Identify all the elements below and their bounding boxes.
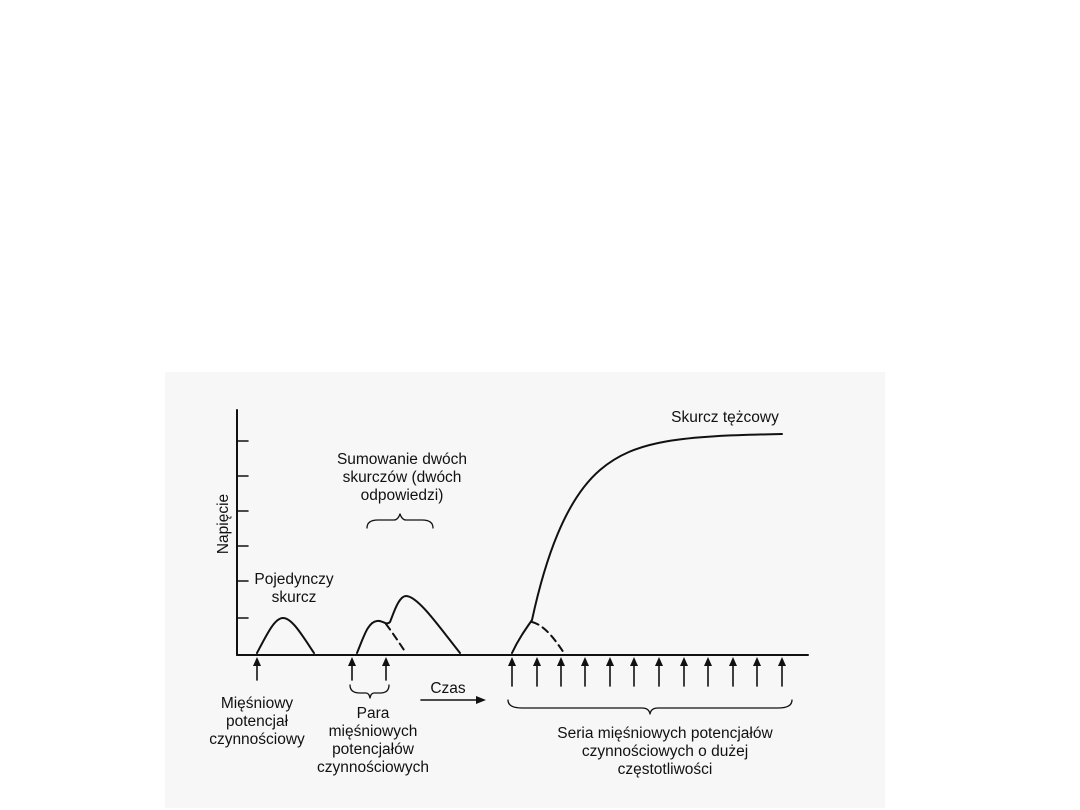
series-ap-brace bbox=[508, 700, 792, 714]
single-ap-label-line: potencjał bbox=[225, 713, 289, 730]
summation-first-twitch-dashed bbox=[386, 624, 404, 650]
single-ap-label bbox=[197, 695, 317, 749]
single-twitch-label-line: Pojedynczy bbox=[254, 571, 334, 588]
single-ap-arrow bbox=[253, 657, 261, 680]
pair-ap-label-line: Para bbox=[356, 705, 390, 722]
pair-ap-label bbox=[313, 705, 433, 777]
tetanic-first-twitch-dashed bbox=[532, 622, 564, 653]
pair-ap-label-line: mięśniowych bbox=[328, 723, 418, 740]
time-label-text: Czas bbox=[430, 680, 466, 697]
tetanic-curve bbox=[512, 434, 782, 653]
single-twitch-label-line: skurcz bbox=[271, 589, 317, 606]
pair-ap-arrows bbox=[348, 657, 390, 680]
single-twitch-curve bbox=[257, 618, 314, 653]
y-axis-label: Napięcie bbox=[215, 493, 232, 555]
pair-ap-label-line: czynnościowych bbox=[317, 759, 429, 776]
summation-label-line: Sumowanie dwóch bbox=[336, 451, 468, 468]
single-ap-label-line: Mięśniowy bbox=[220, 695, 294, 712]
series-ap-label bbox=[535, 725, 795, 779]
series-ap-label-line: Seria mięśniowych potencjałów bbox=[557, 725, 773, 742]
series-ap-label-line: czynnościowych o dużej bbox=[581, 743, 749, 760]
tetanic-contraction-label bbox=[640, 409, 810, 427]
summation-label-line: odpowiedzi) bbox=[360, 487, 444, 504]
single-twitch-label bbox=[244, 571, 344, 607]
tetanic-label-text: Skurcz tężcowy bbox=[671, 409, 779, 426]
single-ap-label-line: czynnościowy bbox=[209, 731, 305, 748]
series-ap-label-line: częstotliwości bbox=[617, 761, 713, 778]
series-ap-arrows bbox=[508, 657, 786, 686]
pair-ap-brace bbox=[350, 685, 389, 698]
summation-label bbox=[312, 451, 492, 505]
summation-label-line: skurczów (dwóch bbox=[342, 469, 462, 486]
time-label bbox=[420, 680, 476, 698]
summation-brace bbox=[367, 514, 433, 528]
pair-ap-label-line: potencjałów bbox=[332, 741, 414, 758]
summation-curve bbox=[357, 596, 460, 653]
